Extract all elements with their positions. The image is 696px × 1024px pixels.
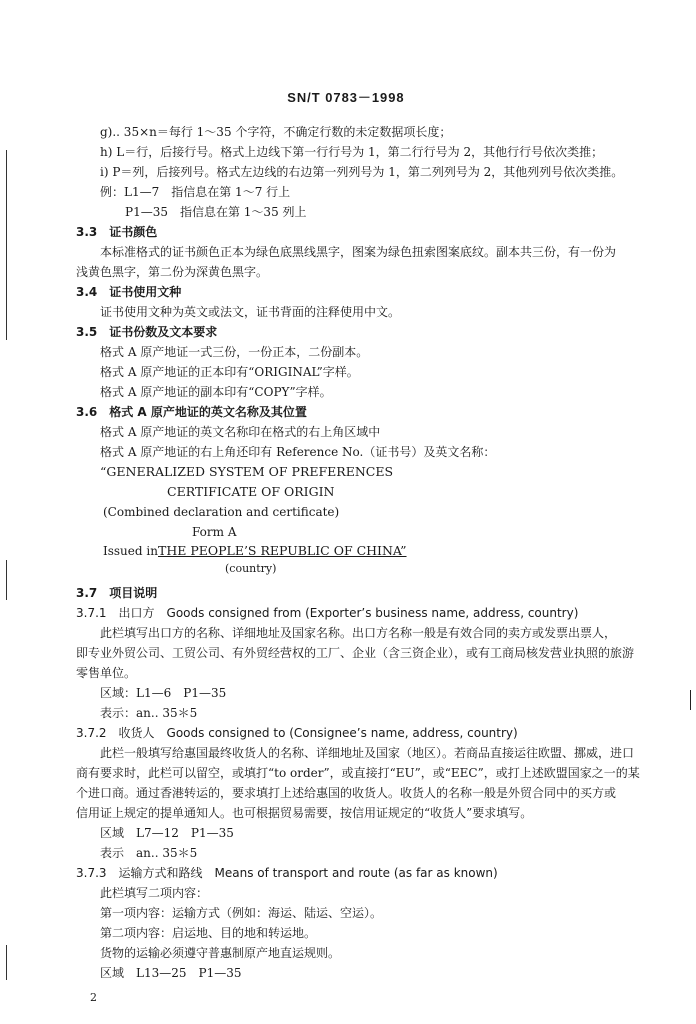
paragraph-line: 此栏一般填写给惠国最终收货人的名称、详细地址及国家（地区）。若商品直接运往欧盟、挪威，进口	[100, 746, 635, 760]
paragraph-line: 零售单位。	[76, 666, 137, 680]
example-line: P1—35 指信息在第 1～35 列上	[125, 205, 307, 219]
scan-edge-line	[6, 945, 7, 980]
paragraph-line: 此栏填写二项内容：	[100, 886, 209, 900]
paragraph-line: 第二项内容：启运地、目的地和转运地。	[100, 926, 317, 940]
subsection-heading: 3.7.3 运输方式和路线 Means of transport and route (as far as known)	[76, 866, 498, 880]
section-heading: 3.7 项目说明	[76, 586, 158, 600]
form-title-line: (Combined declaration and certificate)	[103, 505, 340, 519]
paragraph-line: 货物的运输必须遵守普惠制原产地直运规则。	[100, 946, 341, 960]
field-format-line: 表示：an.. 35＊5	[100, 706, 198, 720]
paragraph-line: 本标准格式的证书颜色正本为绿色底黑线黑字，图案为绿色扭索图案底纹。副本共三份，有一份为	[100, 245, 617, 259]
scan-edge-line	[690, 690, 691, 710]
issued-in-label: Issued in	[103, 544, 158, 558]
paragraph-line: 格式 A 原产地证的英文名称印在格式的右上角区域中	[100, 425, 381, 439]
paragraph-line: 浅黄色黑字，第二份为深黄色黑字。	[76, 265, 269, 279]
paragraph-line: 信用证上规定的提单通知人。也可根据贸易需要，按信用证规定的“收货人”要求填写。	[76, 806, 533, 820]
list-item: i) P＝列，后接列号。格式左边线的右边第一列列号为 1，第二列列号为 2，其他列列号依次类推。	[100, 165, 624, 179]
page-header: SN/T 0783－1998	[287, 90, 405, 105]
scan-edge-line	[6, 150, 7, 340]
form-title-line: CERTIFICATE OF ORIGIN	[167, 484, 335, 499]
paragraph-line: 商有要求时，此栏可以留空，或填打“to order”，或直接打“EU”，或“EEC”，或打上述欧盟国家之一的某	[76, 766, 640, 780]
paragraph-line: 格式 A 原产地证的正本印有“ORIGINAL”字样。	[100, 365, 359, 379]
example-line: 例：L1—7 指信息在第 1～7 行上	[100, 185, 291, 199]
section-heading: 3.4 证书使用文种	[76, 285, 182, 299]
paragraph-line: 格式 A 原产地证的右上角还印有 Reference No.（证书号）及英文名称：	[100, 445, 496, 459]
paragraph-line: 此栏填写出口方的名称、详细地址及国家名称。出口方名称一般是有效合同的卖方或发票出票人，	[100, 626, 617, 640]
list-item: h) L＝行，后接行号。格式上边线下第一行行号为 1，第二行行号为 2，其他行行号依次类推；	[100, 145, 604, 159]
paragraph-line: 格式 A 原产地证一式三份，一份正本，二份副本。	[100, 345, 369, 359]
country-name: THE PEOPLE’S REPUBLIC OF CHINA”	[158, 543, 407, 558]
page-number: 2	[90, 991, 97, 1004]
field-area-line: 区域：L1—6 P1—35	[100, 686, 227, 700]
section-heading: 3.5 证书份数及文本要求	[76, 325, 218, 339]
section-heading: 3.6 格式 A 原产地证的英文名称及其位置	[76, 405, 307, 419]
paragraph-line: 格式 A 原产地证的副本印有“COPY”字样。	[100, 385, 332, 399]
form-title-line: Form A	[192, 525, 237, 539]
subsection-heading: 3.7.2 收货人 Goods consigned to (Consignee’s name, address, country)	[76, 726, 518, 740]
form-title-line: “GENERALIZED SYSTEM OF PREFERENCES	[100, 464, 394, 479]
field-format-line: 表示 an.. 35＊5	[100, 846, 198, 860]
subsection-heading: 3.7.1 出口方 Goods consigned from (Exporter’s business name, address, country)	[76, 606, 579, 620]
paragraph-line: 第一项内容：运输方式（例如：海运、陆运、空运）。	[100, 906, 383, 920]
field-area-line: 区域 L13—25 P1—35	[100, 966, 242, 980]
country-caption: (country)	[225, 562, 277, 575]
paragraph-line: 证书使用文种为英文或法文，证书背面的注释使用中文。	[100, 305, 401, 319]
paragraph-line: 个进口商。通过香港转运的，要求填打上述给惠国的收货人。收货人的名称一般是外贸合同中的买方或	[76, 786, 617, 800]
section-heading: 3.3 证书颜色	[76, 225, 158, 239]
scan-edge-line	[6, 560, 7, 600]
paragraph-line: 即专业外贸公司、工贸公司、有外贸经营权的工厂、企业（含三资企业），或有工商局核发营业执照的旅游	[76, 646, 635, 660]
list-item: g).. 35×n＝每行 1～35 个字符，不确定行数的未定数据项长度；	[100, 125, 452, 139]
field-area-line: 区域 L7—12 P1—35	[100, 826, 234, 840]
